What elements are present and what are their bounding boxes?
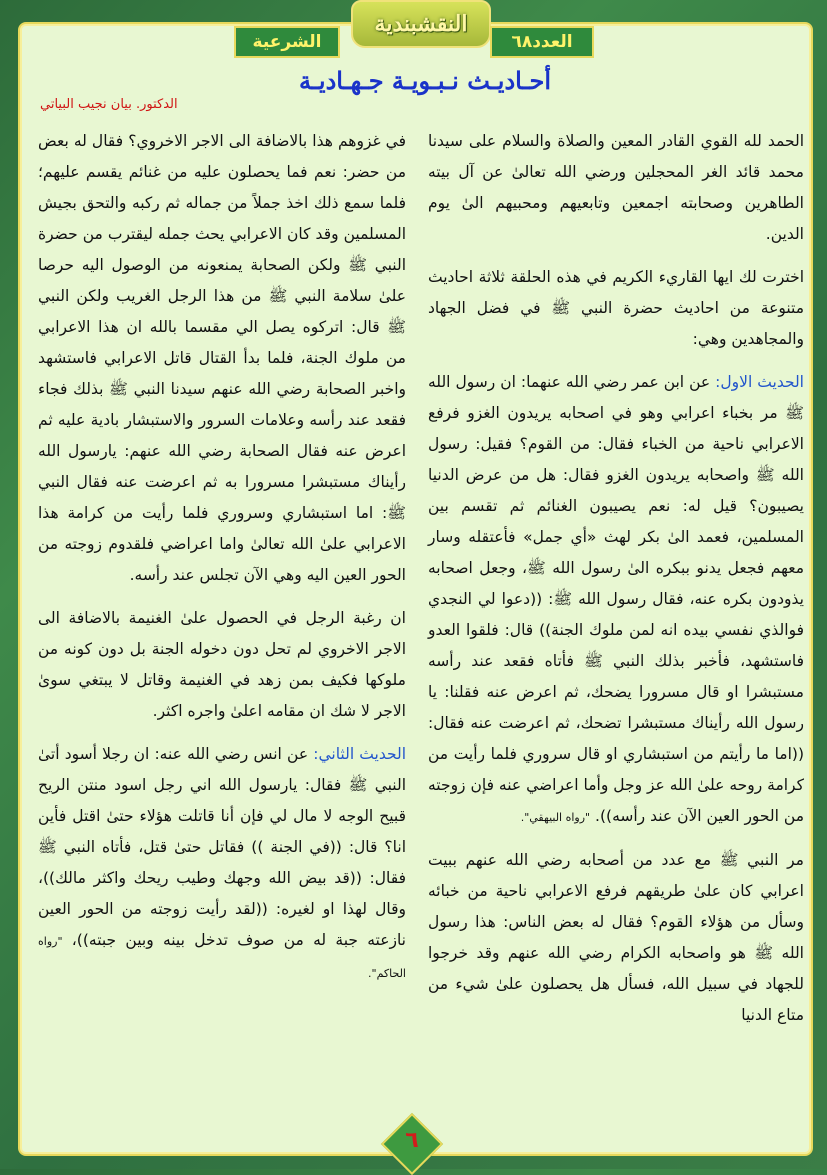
hadith-one-label: الحديث الاول:: [715, 373, 804, 391]
right-column: [428, 126, 804, 1124]
section-tag: الشرعية: [234, 26, 340, 58]
selection-paragraph: اخترت لك ايها القاريء الكريم في هذه الحلقة ثلاثة احاديث متنوعة من احاديث حضرة النبي ﷺ في فضل الجهاد والمجاهدين وهي:: [428, 268, 804, 348]
hadith-one-text: عن ابن عمر رضي الله عنهما: ان رسول الله ﷺ مر بخباء اعرابي وهو في اصحابه يريدون الغزو فرفع الاعرابي ناحية من الخباء فقال: من القوم؟ فقيل: رسول الله ﷺ واصحابه يريدون الغزو فقال: هل من عرض الدنيا يصيبون؟ قيل له: نعم يصيبون الغنائم ثم تقسم بين المسلمين، فعمد الىٰ بكر لهث «أي جمل» فأعتقله وسار معهم فجعل يدنو ببكره الىٰ رسول الله ﷺ، وجعل اصحابه يذودون بكره عنه، فقال رسول الله ﷺ: ((دعوا لي النجدي فوالذي نفسي بيده انه لمن ملوك الجنة)) قال: فلقوا العدو فاستشهد، فأخبر بذلك النبي ﷺ فأتاه فقعد عند رأسه مستبشرا او قال مسرورا يضحك، ثم اعرض عنه فقلنا: يا رسول الله رأيناك مستبشرا تضحك، ثم اعرضت عنه فقال: ((اما ما رأيتم من استبشاري او قال سروري فلما رأيت من كرامة روحه علىٰ الله عز وجل وأما اعراضي عنه فإن زوجته من الحور العين الآن عند رأسه)).: [428, 373, 804, 825]
intro-paragraph: الحمد لله القوي القادر المعين والصلاة والسلام على سيدنا محمد قائد الغر المحجلين ورضي الله تعالىٰ عن آل بيته الطاهرين وصحابته اجمعين وتابعيهم ومحبيهم الىٰ يوم الدين.: [428, 132, 804, 243]
hadith-one-paragraph: [428, 367, 804, 833]
hadith-two-source: "رواه الحاكم".: [38, 935, 406, 980]
article-author: الدكتور. بيان نجيب البياتي: [40, 97, 178, 112]
hadith-two-label: الحديث الثاني:: [313, 745, 407, 763]
article-title: أحـاديـث نـبـويـة جـهـاديـة: [298, 66, 552, 95]
hadith-two-text: عن انس رضي الله عنه: ان رجلا أسود أتىٰ النبي ﷺ فقال: يارسول الله اني رجل اسود منتن الريح قبيح الوجه لا مال لي فإن أنا قاتلت هؤلاء حتىٰ اقتل فأين انا؟ قال: ((في الجنة )) فقاتل حتىٰ قتل، فأتاه النبي ﷺ فقال: ((قد بيض الله وجهك وطيب ريحك واكثر مالك))، وقال لهذا او لغيره: ((لقد رأيت زوجته من الحور العين نازعته جبة له من صوف تدخل بينه وبين جبته))،: [38, 745, 406, 949]
explanation-paragraph: مر النبي ﷺ مع عدد من أصحابه رضي الله عنهم ببيت اعرابي كان علىٰ طريقهم فرفع الاعرابي ناحية من خبائه وسأل من هؤلاء القوم؟ فقال له بعض الناس: هذا رسول الله ﷺ هو واصحابه الكرام رضي الله عنهم وقد خرجوا للجهاد في سبيل الله، فسأل هل يحصلون علىٰ شيء من متاع الدنيا: [428, 851, 804, 1024]
hadith-one-source: "رواه البيهقي".: [520, 811, 591, 824]
left-column: [38, 126, 406, 1124]
explanation-continued-paragraph: في غزوهم هذا بالاضافة الى الاجر الاخروي؟ فقال له بعض من حضر: نعم فما يحصلون عليه من غنائم يقسم عليهم؛ فلما سمع ذلك اخذ جملاً من جماله ثم ركبه والتحق بجيش المسلمين وقد كان الاعرابي يحث جمله ليقترب من حضرة النبي ﷺ ولكن الصحابة يمنعونه من الوصول اليه حرصا علىٰ سلامة النبي ﷺ من هذا الرجل الغريب ولكن النبي ﷺ قال: اتركوه يصل الي مقسما بالله ان هذا الاعرابي من ملوك الجنة، فلما بدأ القتال قاتل الاعرابي فاستشهد واخبر الصحابة رضي الله عنهم سيدنا النبي ﷺ بذلك فجاء فقعد عند رأسه وعلامات السرور والاستبشار بادية عليه ثم اعرض عنه فقال الصحابة رضي الله عنهم: يارسول الله رأيناك مستبشرا مسرورا به ثم اعرضت عنه فقال النبي ﷺ: اما استبشاري وسروري فلما رأيت من كرامة هذا الاعرابي علىٰ الله تعالىٰ واما اعراضي فلقدوم زوجته من الحور العين اليه وهي الآن تجلس عند رأسه.: [38, 132, 406, 584]
issue-tag: العدد٦٨: [490, 26, 594, 58]
page-number: ٦: [405, 1128, 419, 1153]
hadith-two-paragraph: [38, 739, 406, 989]
commentary-paragraph: ان رغبة الرجل في الحصول علىٰ الغنيمة بالاضافة الى الاجر الاخروي لم تحل دون دخوله الجنة بل دون كونه من ملوكها فكيف بمن زهد في الغنيمة وقاتل لا يبتغي سوىٰ الاجر لا شك ان مقامه اعلىٰ واجره اكثر.: [38, 609, 406, 720]
magazine-logo: النقشبندية: [351, 0, 491, 48]
